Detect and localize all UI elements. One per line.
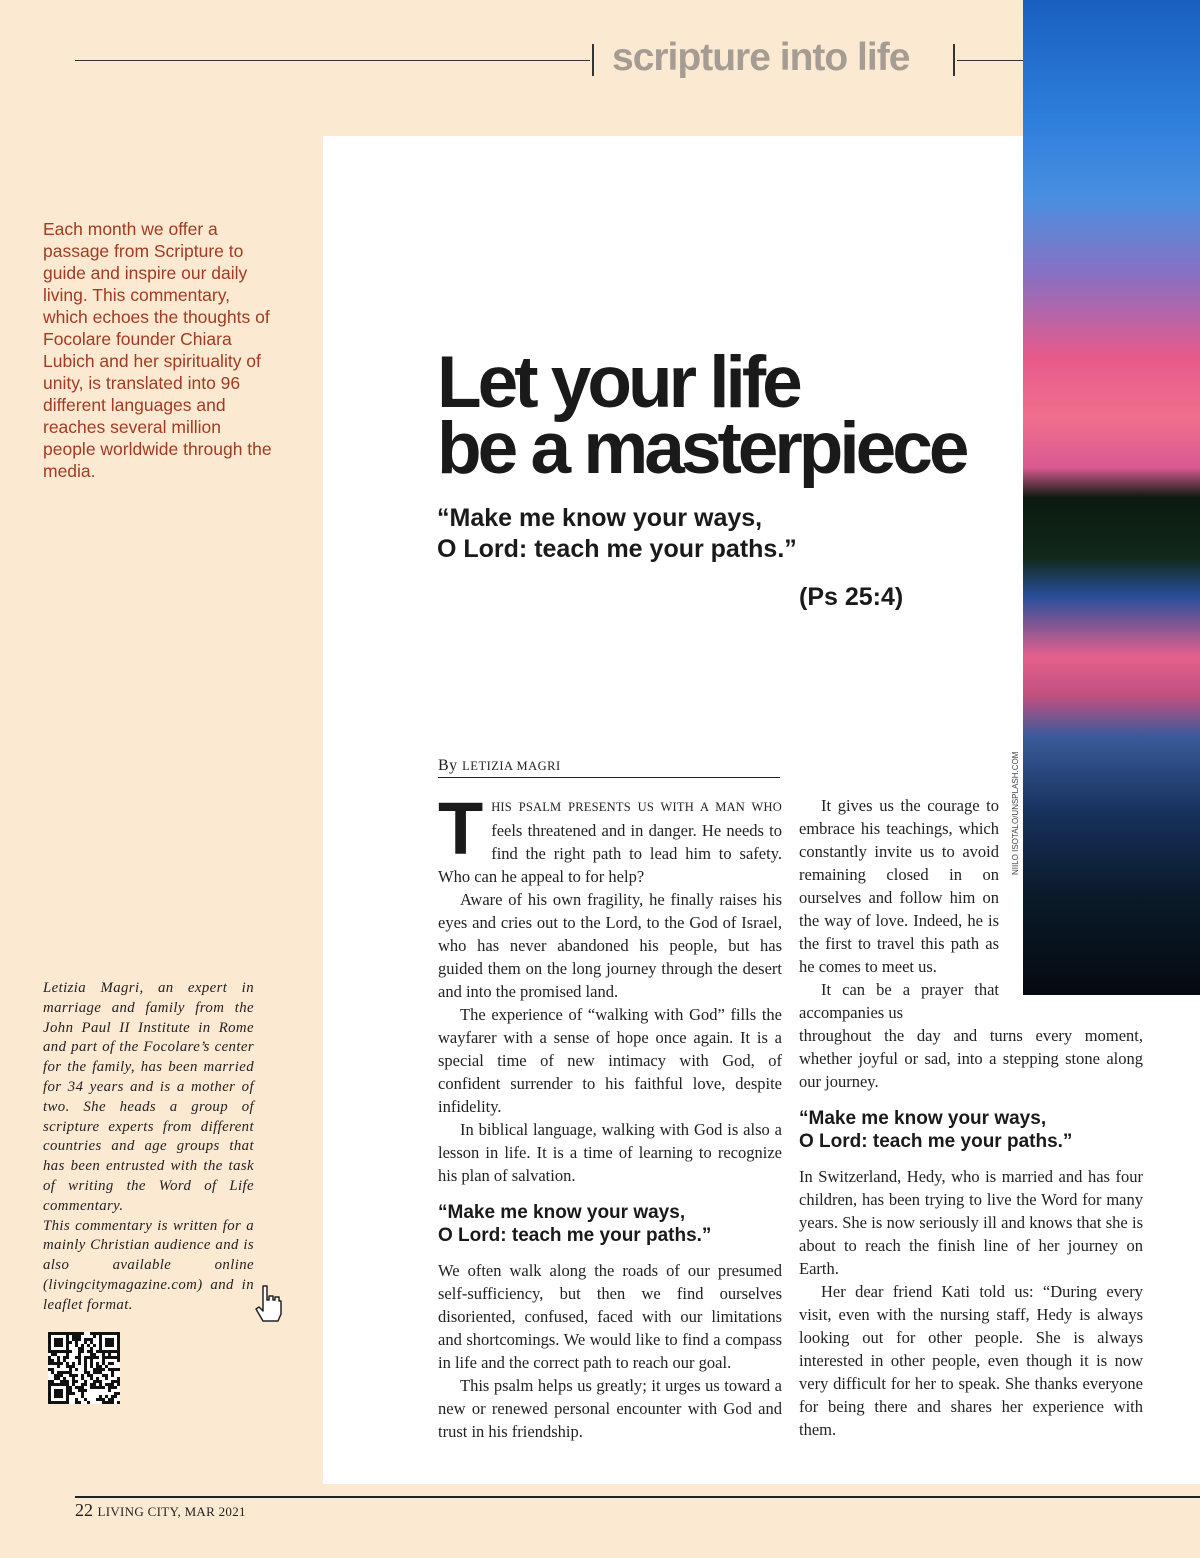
header-rule-tick-left	[592, 44, 594, 76]
header-rule-right	[957, 60, 1027, 61]
paragraph-4: In biblical language, walking with God is also a lesson in life. It is a time of learning to recognize his plan of salvation.	[438, 1120, 782, 1185]
subhead-2-line-2: O Lord: teach me your paths.”	[799, 1131, 1073, 1152]
narrow-column-block	[799, 794, 999, 1024]
paragraph-9: In Switzerland, Hedy, who is married and has four children, has been trying to live the Word for many years. She is now seriously ill and knows that she is about to reach the finish line of her journey on Earth.	[799, 1167, 1143, 1278]
paragraph-6: This psalm helps us greatly; it urges us toward a new or renewed personal encounter with God and trust in his friendship.	[438, 1376, 782, 1441]
subhead-2	[799, 1107, 1143, 1153]
article-headline	[437, 342, 1007, 489]
paragraph-10: Her dear friend Kati told us: “During every visit, even with the nursing staff, Hedy is always looking out for other people. She is always interested in other people, even though it is now very difficult for her to speak. She thanks everyone for being there and shares her experience with them.	[799, 1282, 1143, 1439]
drop-cap: T	[438, 787, 484, 870]
author-bio	[43, 979, 254, 1316]
paragraph-2: Aware of his own fragility, he finally raises his eyes and cries out to the Lord, to the God of Israel, who has never abandoned his people, but has guided them on the long journey through the desert and into the promised land.	[438, 890, 782, 1001]
lead-in-caps: HIS PSALM PRESENTS US WITH A MAN WHO	[491, 800, 782, 814]
author-bio-text: Letizia Magri, an expert in marriage and family from the John Paul II Institute in Rome and part of the Focolare’s center for the family, has been married for 34 years and is a mother of two. She heads a group of scripture experts from different countries and age groups that has been entrusted with the task of writing the Word of Life commentary.	[43, 980, 254, 1214]
section-title: scripture into life	[612, 36, 910, 79]
headline-line-2: be a masterpiece	[437, 408, 966, 489]
paragraph-5: We often walk along the roads of our presumed self-sufficiency, but then we find ourselves disoriented, confused, faced with our limitations and shortcomings. We would like to find a compass in life and the correct path to reach our goal.	[438, 1261, 782, 1372]
quote-line-2: O Lord: teach me your paths.”	[437, 535, 797, 563]
qr-code-icon[interactable]	[48, 1332, 120, 1404]
photo-credit: NIILO ISOTALO/UNSPLASH.COM	[1011, 751, 1020, 875]
header-rule-left	[75, 60, 590, 61]
headline-line-1: Let your life	[437, 342, 799, 423]
header-rule-tick-right	[953, 44, 955, 76]
paragraph-1-text: feels threatened and in danger. He needs to find the right path to lead him to safety. Who can he appeal to for help?	[438, 821, 782, 886]
paragraph-8-end: throughout the day and turns every moment, whether joyful or sad, into a stepping stone along our journey.	[799, 1026, 1143, 1091]
availability-note: This commentary is written for a mainly Christian audience and is also available online (livingcitymagazine.com) and in leaflet format.	[43, 1217, 254, 1313]
scripture-quote	[437, 503, 797, 565]
quote-line-1: “Make me know your ways,	[437, 504, 763, 532]
article-column-1	[438, 787, 782, 1443]
subhead-2-line-1: “Make me know your ways,	[799, 1108, 1047, 1129]
paragraph-7: It gives us the courage to embrace his teachings, which constantly invite us to avoid remaining closed in on ourselves and follow him on the way of love. Indeed, he is the first to travel this path as he comes to meet us.	[799, 796, 999, 976]
paragraph-3: The experience of “walking with God” fills the wayfarer with a sense of hope once again. It is a special time of new intimacy with God, of confident surrender to his faithful love, despite infidelity.	[438, 1005, 782, 1116]
footer-rule	[75, 1496, 1200, 1498]
subhead-1	[438, 1201, 782, 1247]
paragraph-1	[438, 787, 782, 888]
byline-author: LETIZIA MAGRI	[462, 759, 561, 773]
article-column-2	[799, 794, 1143, 1441]
byline-by: By	[438, 757, 458, 774]
byline	[438, 757, 780, 778]
hand-pointer-icon	[254, 1284, 284, 1329]
intro-blurb: Each month we offer a passage from Scripture to guide and inspire our daily living. This commentary, which echoes the thoughts of Focolare founder Chiara Lubich and her spirituality of unity, is translated into 96 different languages and reaches several million people worldwide through the media.	[43, 219, 272, 481]
page-number: 22	[75, 1500, 93, 1520]
scripture-reference: (Ps 25:4)	[799, 583, 904, 611]
subhead-1-line-1: “Make me know your ways,	[438, 1202, 686, 1223]
subhead-1-line-2: O Lord: teach me your paths.”	[438, 1225, 712, 1246]
paragraph-8-start: It can be a prayer that accompanies us	[799, 980, 999, 1022]
folio	[75, 1500, 246, 1521]
publication-info: LIVING CITY, MAR 2021	[97, 1504, 246, 1519]
